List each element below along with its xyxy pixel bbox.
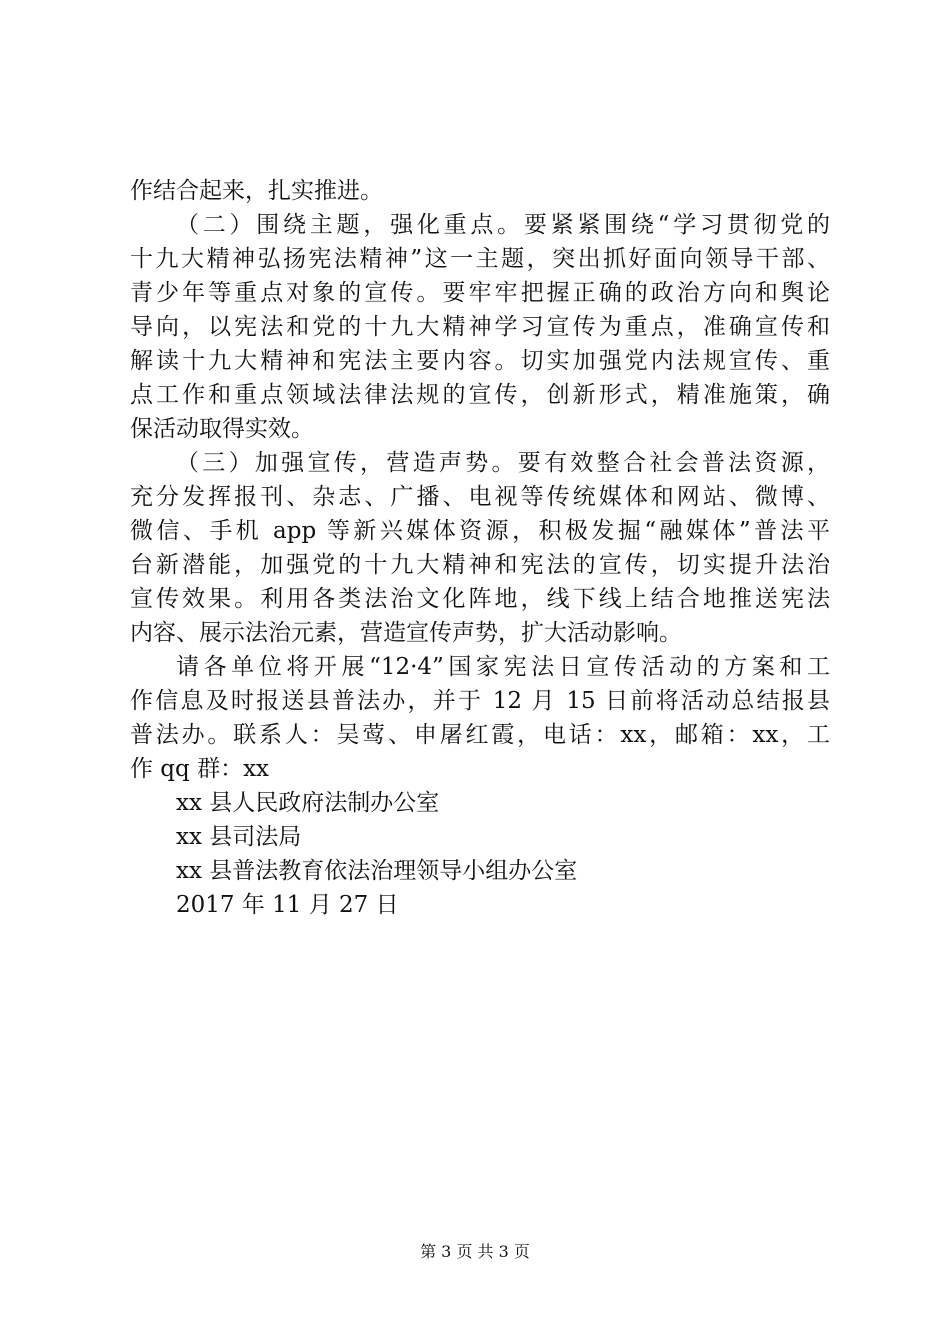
- paragraph-line: （三）加强宣传，营造声势。要有效整合社会普法资源，: [176, 450, 830, 476]
- paragraph-line: （二）围绕主题，强化重点。要紧紧围绕“学习贯彻党的: [176, 212, 830, 238]
- paragraph-line: 宣传效果。利用各类法治文化阵地，线下线上结合地推送宪法: [130, 586, 830, 612]
- paragraph-line: 保活动取得实效。: [130, 416, 314, 442]
- paragraph-line: 十九大精神弘扬宪法精神”这一主题，突出抓好面向领导干部、: [130, 246, 830, 272]
- signature-line: xx 县普法教育依法治理领导小组办公室: [176, 858, 578, 884]
- paragraph-line: 充分发挥报刊、杂志、广播、电视等传统媒体和网站、微博、: [130, 484, 830, 510]
- paragraph-line: 点工作和重点领域法律法规的宣传，创新形式，精准施策，确: [130, 382, 830, 408]
- paragraph-line: 作结合起来，扎实推进。: [130, 178, 383, 204]
- signature-line: xx 县司法局: [176, 824, 302, 850]
- paragraph-line: 请各单位将开展“12·4”国家宪法日宣传活动的方案和工: [176, 654, 830, 680]
- signature-line: xx 县人民政府法制办公室: [176, 790, 440, 816]
- paragraph-line: 普法办。联系人：吴莺、申屠红霞，电话：xx，邮箱：xx，工: [130, 722, 830, 748]
- paragraph-line: 作信息及时报送县普法办，并于 12 月 15 日前将活动总结报县: [130, 688, 830, 714]
- paragraph-line: 作 qq 群：xx: [130, 756, 270, 782]
- paragraph-line: 内容、展示法治元素，营造宣传声势，扩大活动影响。: [130, 620, 682, 646]
- paragraph-line: 青少年等重点对象的宣传。要牢牢把握正确的政治方向和舆论: [130, 280, 830, 306]
- page-footer: 第 3 页 共 3 页: [420, 1242, 530, 1261]
- paragraph-line: 微信、手机 app 等新兴媒体资源，积极发掘“融媒体”普法平: [130, 518, 830, 544]
- paragraph-line: 台新潜能，加强党的十九大精神和宪法的宣传，切实提升法治: [130, 552, 830, 578]
- paragraph-line: 解读十九大精神和宪法主要内容。切实加强党内法规宣传、重: [130, 348, 830, 374]
- document-body: [130, 174, 830, 922]
- paragraph-line: 导向，以宪法和党的十九大精神学习宣传为重点，准确宣传和: [130, 314, 830, 340]
- date-line: 2017 年 11 月 27 日: [176, 892, 399, 918]
